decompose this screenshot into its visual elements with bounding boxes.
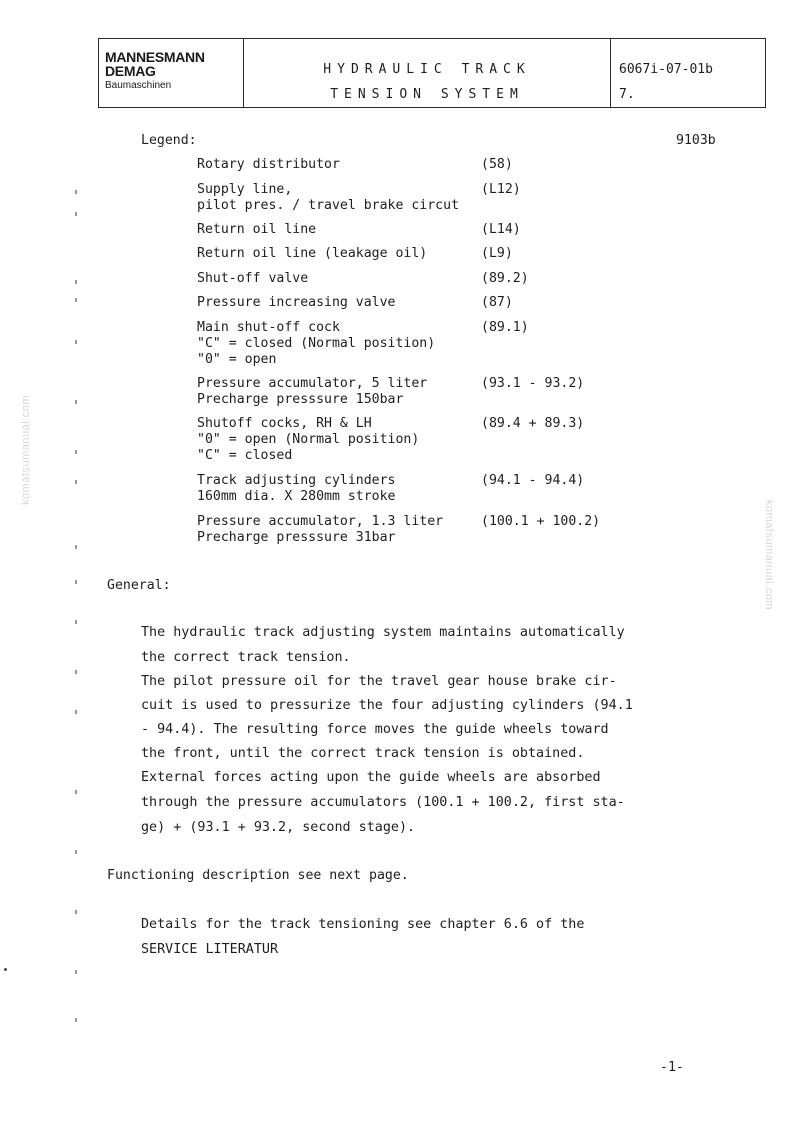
legend-item-ref: (L12) (481, 182, 521, 197)
general-paragraph-line: The pilot pressure oil for the travel gear house brake cir- (141, 674, 617, 689)
details-line: Details for the track tensioning see chapter 6.6 of the (141, 917, 585, 932)
page-number: -1- (660, 1060, 684, 1075)
legend-item-desc: Shut-off valve (197, 271, 309, 286)
legend-item-ref: (100.1 + 100.2) (481, 514, 601, 529)
reference-number: 6067i-07-01b (619, 62, 713, 77)
legend-item-desc: "0" = open (197, 352, 277, 367)
general-paragraph-line: External forces acting upon the guide wheels are absorbed (141, 770, 601, 785)
general-paragraph-line: ge) + (93.1 + 93.2, second stage). (141, 820, 416, 835)
binding-margin-marks (72, 150, 82, 1050)
legend-heading: Legend: (141, 133, 197, 148)
general-paragraph-line: the front, until the correct track tension is obtained. (141, 746, 585, 761)
general-paragraph-line: the correct track tension. (141, 650, 351, 665)
general-paragraph-line: The hydraulic track adjusting system maintains automatically (141, 625, 625, 640)
scan-speck (4, 968, 7, 971)
legend-item-desc: Pressure accumulator, 1.3 liter (197, 514, 444, 529)
legend-item-ref: (L9) (481, 246, 513, 261)
legend-item-desc: Shutoff cocks, RH & LH (197, 416, 372, 431)
legend-item-ref: (89.2) (481, 271, 529, 286)
header-box (98, 38, 766, 108)
document-code: 9103b (676, 133, 716, 148)
legend-item-desc: Rotary distributor (197, 157, 340, 172)
details-line: SERVICE LITERATUR (141, 942, 279, 957)
title-line-2: TENSION SYSTEM (330, 87, 524, 102)
legend-item-desc: Track adjusting cylinders (197, 473, 396, 488)
legend-item-ref: (94.1 - 94.4) (481, 473, 585, 488)
title-line-1: HYDRAULIC TRACK (323, 62, 531, 77)
legend-item-desc: Return oil line (197, 222, 317, 237)
general-paragraph-line: cuit is used to pressurize the four adjusting cylinders (94.1 (141, 698, 633, 713)
legend-item-ref: (87) (481, 295, 513, 310)
legend-item-ref: (89.4 + 89.3) (481, 416, 585, 431)
legend-item-desc: 160mm dia. X 280mm stroke (197, 489, 396, 504)
legend-item-desc: "C" = closed (Normal position) (197, 336, 436, 351)
legend-item-desc: Pressure accumulator, 5 liter (197, 376, 428, 391)
legend-item-ref: (58) (481, 157, 513, 172)
legend-item-ref: (89.1) (481, 320, 529, 335)
logo-mannesmann: MANNESMANN (105, 49, 205, 65)
chapter-number: 7. (619, 87, 635, 102)
legend-item-desc: "C" = closed (197, 448, 293, 463)
general-paragraph-line: - 94.4). The resulting force moves the guide wheels toward (141, 722, 609, 737)
legend-item-desc: pilot pres. / travel brake circut (197, 198, 460, 213)
general-paragraph-line: through the pressure accumulators (100.1 + 100.2, first sta- (141, 795, 625, 810)
logo-demag: DEMAG (105, 63, 156, 79)
document-title (244, 39, 611, 107)
legend-item-desc: Precharge presssure 150bar (197, 392, 404, 407)
watermark-left: komatsumanual.com (20, 395, 32, 505)
legend-item-desc: Supply line, (197, 182, 293, 197)
legend-item-desc: Pressure increasing valve (197, 295, 396, 310)
watermark-right: komatsumanual.com (763, 500, 775, 610)
legend-item-desc: Precharge presssure 31bar (197, 530, 396, 545)
logo-baumaschinen: Baumaschinen (105, 80, 172, 91)
general-heading: General: (107, 578, 171, 593)
legend-item-ref: (93.1 - 93.2) (481, 376, 585, 391)
legend-item-ref: (L14) (481, 222, 521, 237)
legend-item-desc: Main shut-off cock (197, 320, 340, 335)
legend-item-desc: Return oil line (leakage oil) (197, 246, 428, 261)
company-logo (99, 39, 244, 107)
document-reference (611, 39, 765, 107)
functioning-note: Functioning description see next page. (107, 868, 409, 883)
legend-item-desc: "0" = open (Normal position) (197, 432, 420, 447)
